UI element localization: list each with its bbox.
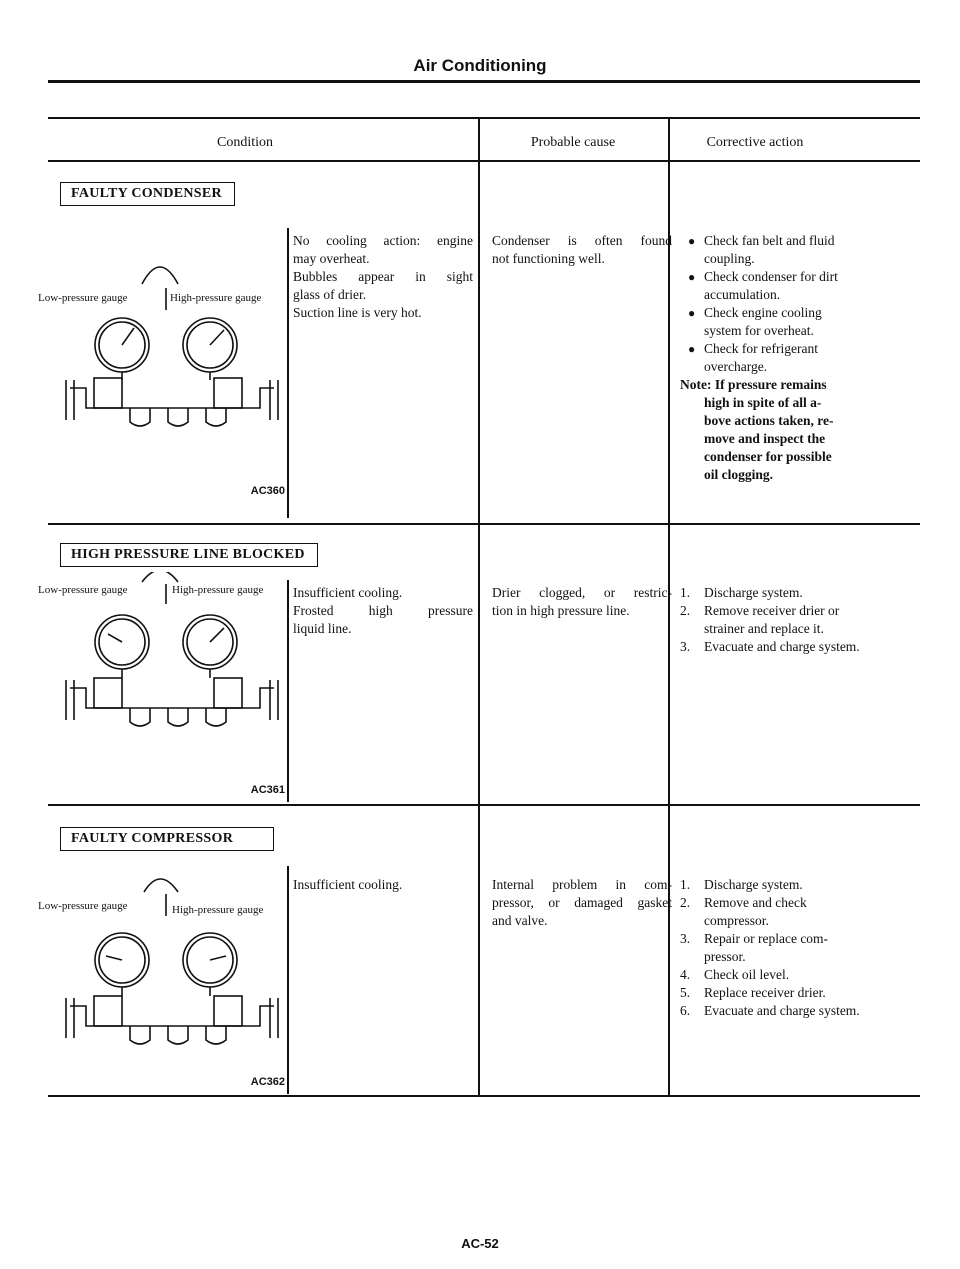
list-item: ● Check engine cooling system for overheat.	[688, 305, 822, 338]
list-item: 3. Evacuate and charge system.	[680, 639, 860, 654]
row-divider-1	[48, 523, 920, 525]
bullet-icon: ●	[688, 306, 696, 320]
bullet-icon: ●	[688, 270, 696, 284]
cause-text: Condenser is often found not functioning well.	[492, 233, 672, 266]
page-number: AC-52	[461, 1236, 499, 1251]
condition-label: FAULTY COMPRESSOR	[60, 827, 274, 851]
table-header-rule	[48, 160, 920, 162]
corrective-action-list	[680, 232, 860, 484]
high-pressure-gauge-label: High-pressure gauge	[172, 584, 264, 596]
low-pressure-gauge-label: Low-pressure gauge	[38, 900, 128, 912]
header-rule	[48, 80, 920, 83]
column-header-action: Corrective action	[706, 135, 804, 150]
symptom-text: No cooling action: engine may overheat. Bubbles appear in sight glass of drier. Suction line is very hot.	[293, 233, 473, 320]
low-pressure-gauge-label: Low-pressure gauge	[38, 292, 128, 304]
figure-code: AC360	[250, 485, 285, 497]
list-item: 1. Discharge system.	[680, 877, 803, 892]
high-pressure-gauge-label: High-pressure gauge	[172, 904, 264, 916]
column-header-cause: Probable cause	[530, 135, 616, 150]
cause-text: Drier clogged, or restric- tion in high pressure line.	[492, 585, 672, 618]
manifold-gauge-diagram	[38, 240, 285, 500]
manifold-gauge-diagram	[38, 572, 285, 832]
note: Note: If pressure remains high in spite of all a- bove actions taken, re- move and inspect the condenser for possible oil clogging.	[680, 377, 834, 482]
list-item: 1. Discharge system.	[680, 585, 803, 600]
figure-divider	[287, 580, 289, 802]
condition-label: HIGH PRESSURE LINE BLOCKED	[60, 543, 318, 567]
list-item: 6. Evacuate and charge system.	[680, 1003, 860, 1018]
list-item: 4. Check oil level.	[680, 967, 790, 982]
symptom-text: Insufficient cooling.	[293, 877, 403, 892]
list-item: ● Check condenser for dirt accumulation.	[688, 269, 838, 302]
cause-text: Internal problem in com- pressor, or damaged gasket and valve.	[492, 877, 672, 928]
symptom-text: Insufficient cooling. Frosted high pressure liquid line.	[293, 585, 473, 636]
table-top-rule	[48, 117, 920, 119]
list-item: ● Check for refrigerant overcharge.	[688, 341, 818, 374]
gauge-drawing	[60, 864, 285, 1074]
page-title: Air Conditioning	[413, 56, 547, 75]
list-item: 2. Remove receiver drier or strainer and replace it.	[680, 603, 840, 636]
bullet-icon: ●	[688, 234, 696, 248]
figure-divider	[287, 866, 289, 1094]
low-pressure-gauge-label: Low-pressure gauge	[38, 584, 128, 596]
bullet-icon: ●	[688, 342, 696, 356]
column-header-condition: Condition	[216, 135, 273, 150]
figure-divider	[287, 228, 289, 518]
figure-code: AC361	[250, 784, 285, 796]
gauge-drawing	[60, 572, 285, 772]
figure-code: AC362	[250, 1076, 285, 1088]
list-item: 3. Repair or replace com- pressor.	[680, 931, 829, 964]
manifold-gauge-diagram	[38, 864, 285, 1124]
corrective-action-list	[680, 584, 860, 656]
list-item: 5. Replace receiver drier.	[680, 985, 826, 1000]
high-pressure-gauge-label: High-pressure gauge	[170, 292, 262, 304]
gauge-drawing	[60, 240, 285, 460]
column-divider-cause	[478, 117, 480, 1096]
list-item: ● Check fan belt and fluid coupling.	[688, 233, 835, 266]
condition-label: FAULTY CONDENSER	[60, 182, 235, 206]
list-item: 2. Remove and check compressor.	[680, 895, 807, 928]
corrective-action-list	[680, 876, 860, 1020]
